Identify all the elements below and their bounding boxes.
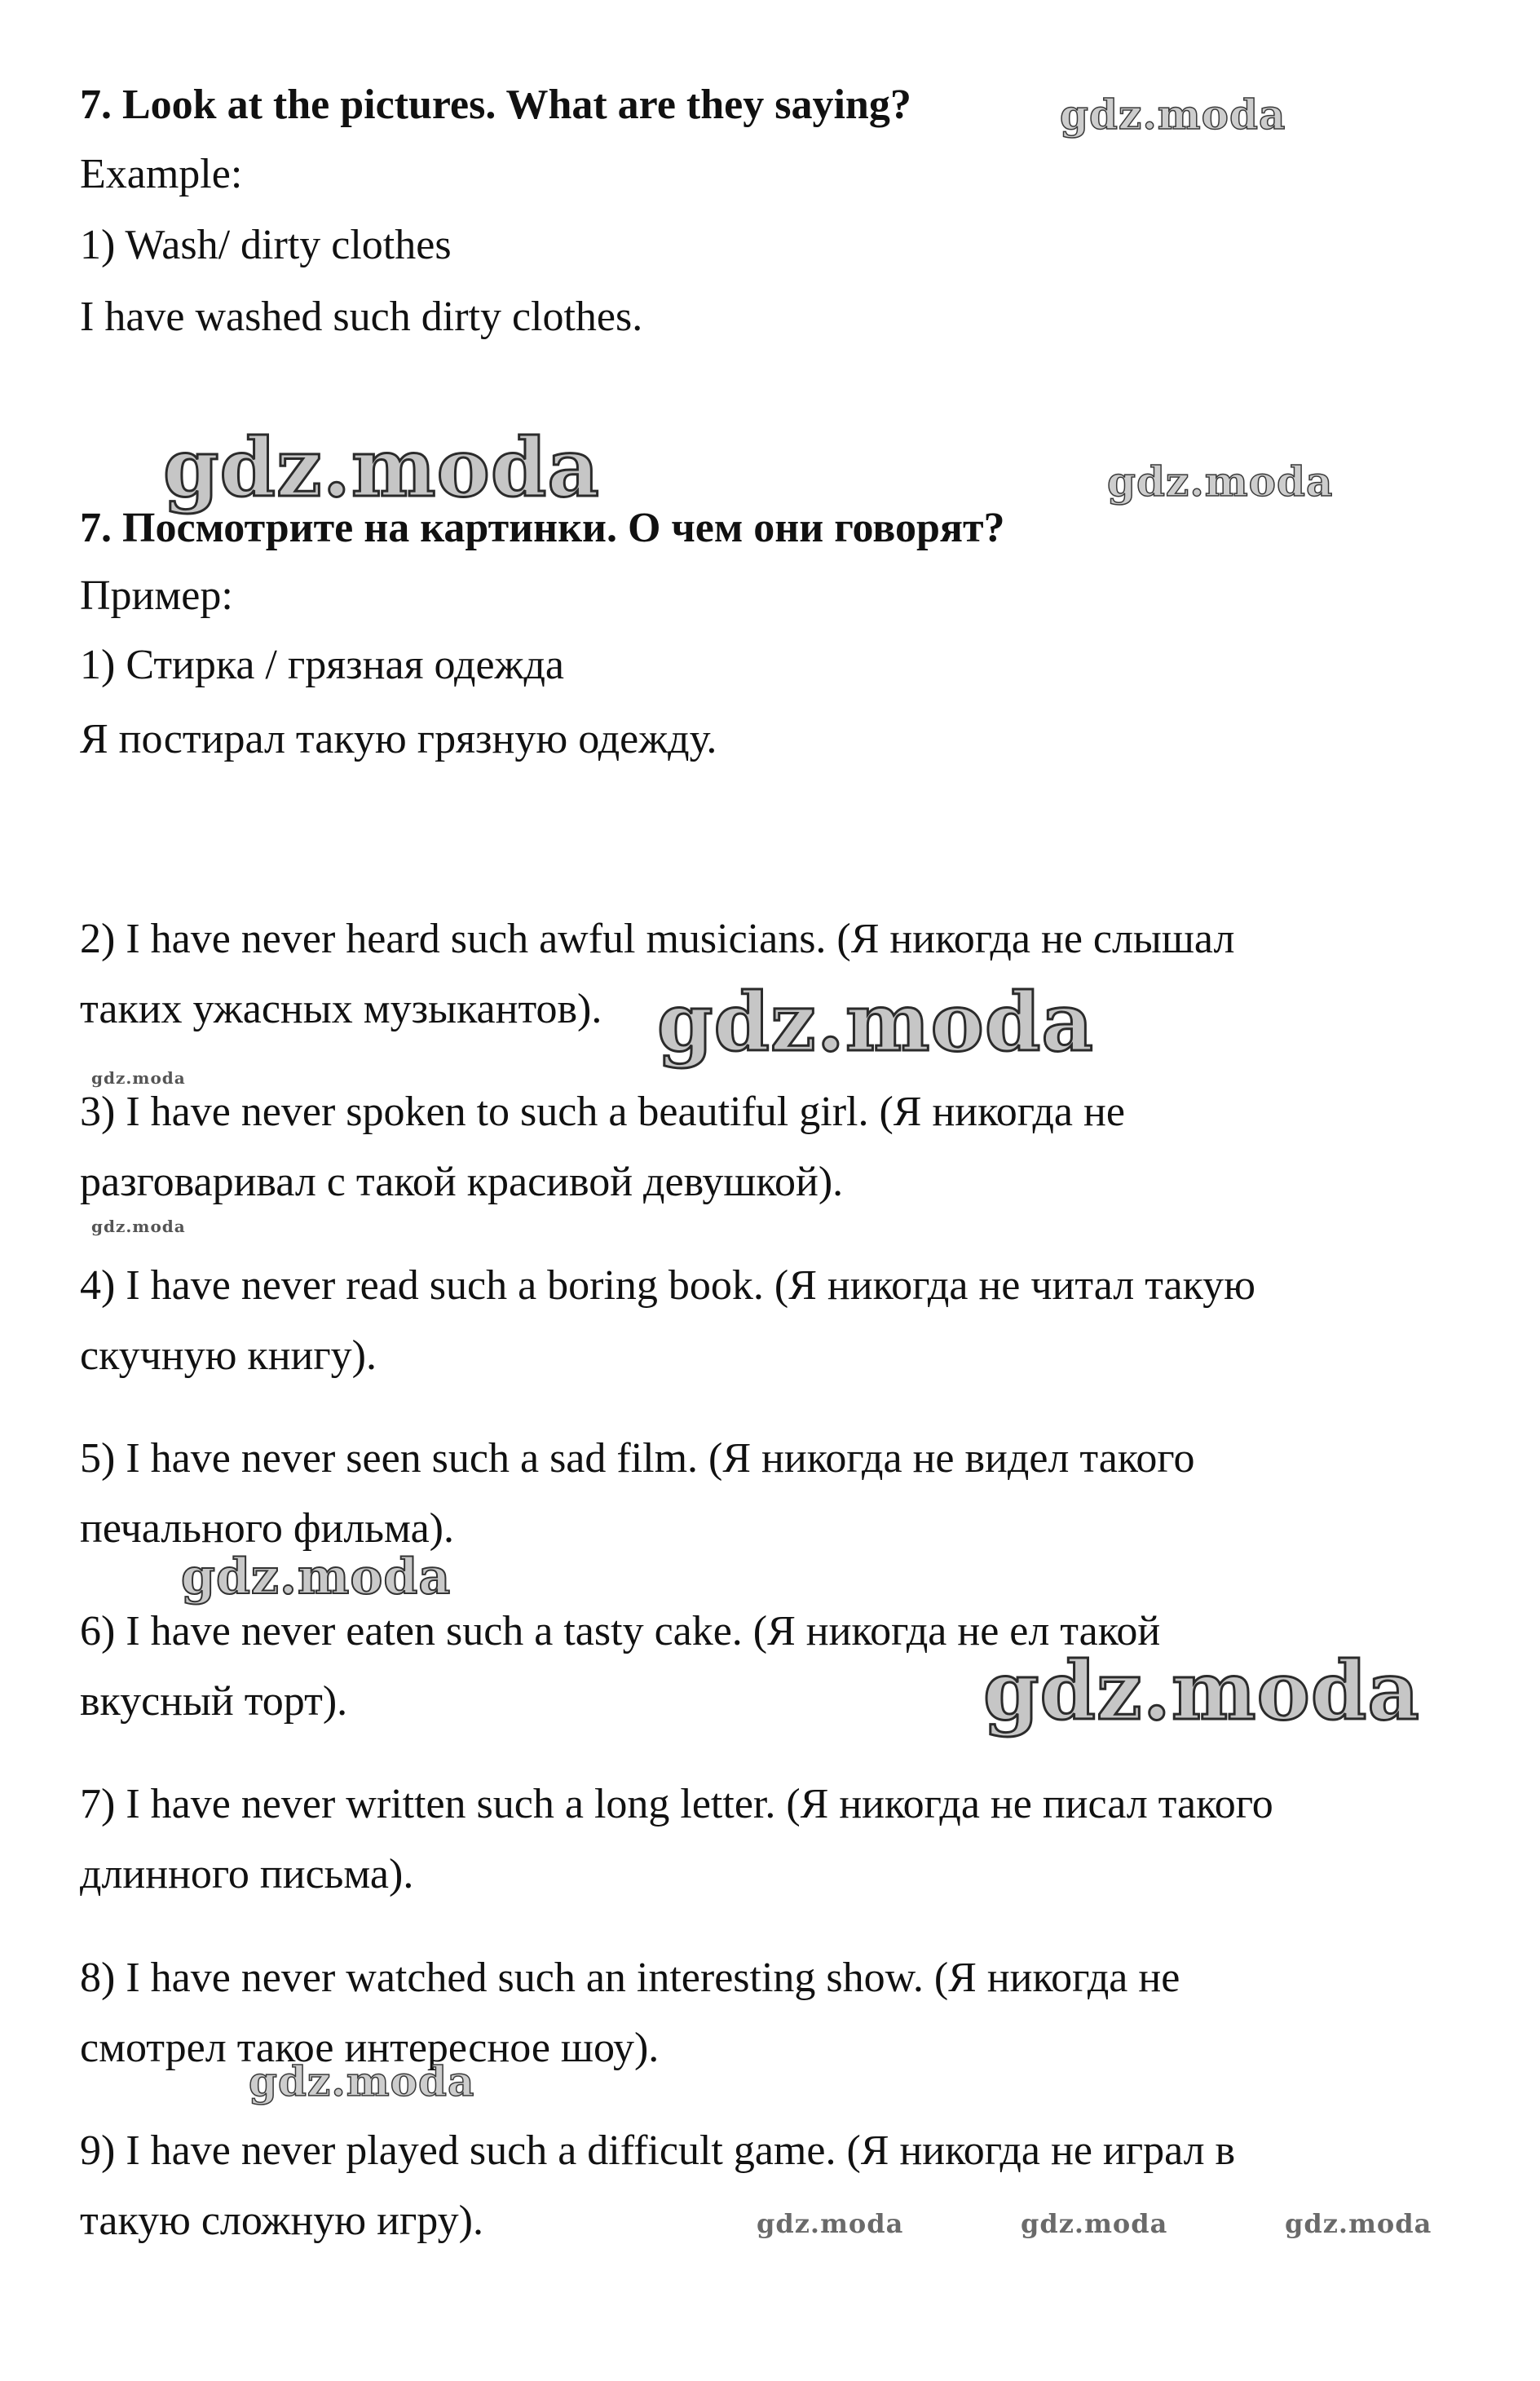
answer-2-line-1: 2) I have never heard such awful musicians. (Я никогда не слышал: [80, 916, 1235, 962]
watermark: gdz.moda: [1285, 2208, 1432, 2239]
answer-6-line-1: 6) I have never eaten such a tasty cake. (Я никогда не ел такой: [80, 1608, 1161, 1654]
watermark: gdz.moda: [91, 1068, 186, 1088]
answer-5-line-1: 5) I have never seen such a sad film. (Я никогда не видел такого: [80, 1435, 1195, 1482]
answer-4-line-1: 4) I have never read such a boring book. (Я никогда не читал такую: [80, 1262, 1256, 1309]
watermark: gdz.moda: [1060, 91, 1286, 139]
watermark: gdz.moda: [163, 422, 600, 515]
watermark: gdz.moda: [1107, 457, 1334, 506]
answer-4-line-2: скучную книгу).: [80, 1332, 377, 1379]
answer-2-line-2: таких ужасных музыкантов).: [80, 986, 602, 1032]
answer-8-line-2: смотрел такое интересное шоу).: [80, 2025, 660, 2071]
russian-example-label: Пример:: [80, 572, 233, 619]
english-example-answer: I have washed such dirty clothes.: [80, 294, 643, 340]
watermark: gdz.moda: [249, 2057, 475, 2105]
russian-heading: 7. Посмотрите на картинки. О чем они говорят?: [80, 505, 1005, 551]
answer-3-line-2: разговаривал с такой красивой девушкой).: [80, 1159, 844, 1205]
watermark: gdz.moda: [757, 2208, 904, 2239]
english-heading: 7. Look at the pictures. What are they saying?: [80, 82, 911, 128]
answer-6-line-2: вкусный торт).: [80, 1678, 348, 1725]
watermark: gdz.moda: [657, 976, 1094, 1070]
watermark: gdz.moda: [181, 1548, 452, 1606]
russian-example-answer: Я постирал такую грязную одежду.: [80, 716, 717, 762]
english-example-prompt: 1) Wash/ dirty clothes: [80, 222, 452, 268]
english-example-label: Example:: [80, 151, 243, 197]
answer-8-line-1: 8) I have never watched such an interesting show. (Я никогда не: [80, 1955, 1180, 2001]
watermark: gdz.moda: [983, 1645, 1420, 1738]
russian-example-prompt: 1) Стирка / грязная одежда: [80, 642, 564, 688]
watermark: gdz.moda: [1021, 2208, 1168, 2239]
watermark: gdz.moda: [91, 1217, 186, 1236]
answer-7-line-1: 7) I have never written such a long letter. (Я никогда не писал такого: [80, 1781, 1273, 1827]
answer-7-line-2: длинного письма).: [80, 1851, 414, 1897]
answer-9-line-1: 9) I have never played such a difficult game. (Я никогда не играл в: [80, 2127, 1236, 2174]
answer-5-line-2: печального фильма).: [80, 1505, 454, 1552]
answer-9-line-2: такую сложную игру).: [80, 2198, 483, 2244]
answer-3-line-1: 3) I have never spoken to such a beautiful girl. (Я никогда не: [80, 1089, 1125, 1135]
